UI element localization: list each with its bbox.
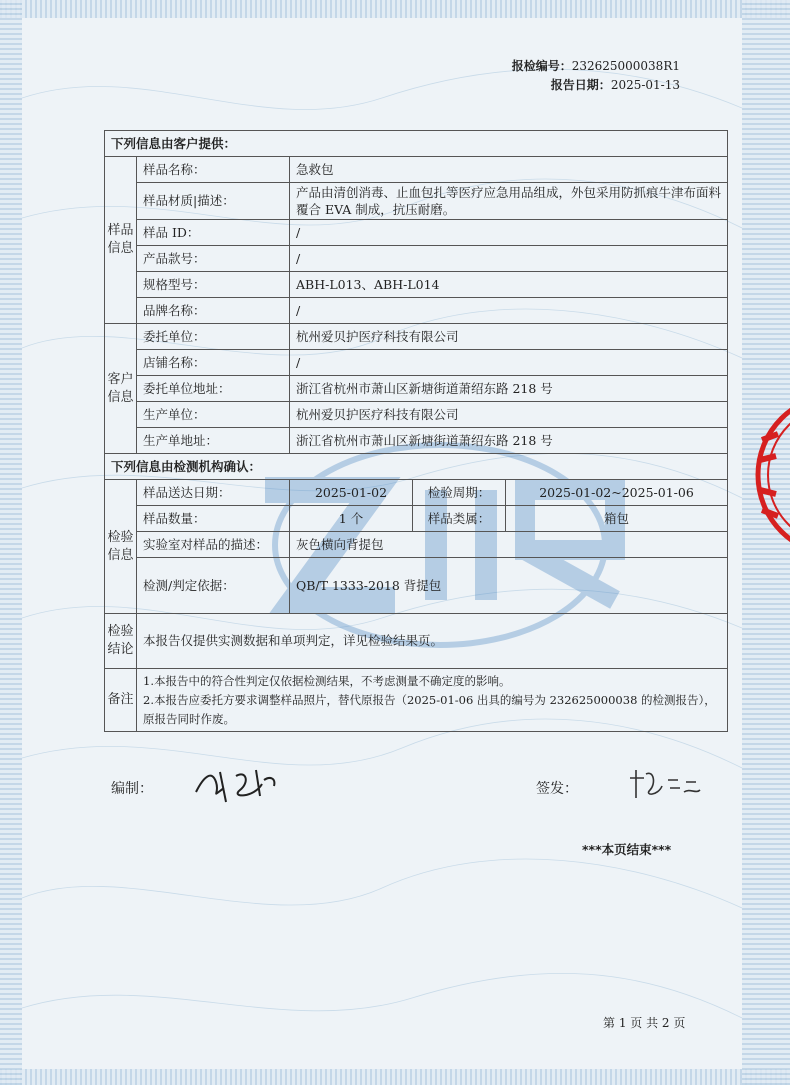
sample-row-label: 产品款号： [137,246,290,272]
conclusion-text: 本报告仅提供实测数据和单项判定，详见检验结果页。 [137,614,728,669]
client-row-label: 生产单位： [137,402,290,428]
client-row-label: 店铺名称： [137,350,290,376]
inspection-group-label: 检验信息 [105,480,137,614]
report-number [512,57,680,74]
quantity-value: 1 个 [290,506,413,532]
security-border-bottom [0,1069,790,1085]
sample-row-value: ABH-L013、ABH-L014 [290,272,728,298]
period-label: 检验周期： [413,480,506,506]
delivery-date-value: 2025-01-02 [290,480,413,506]
sample-row-value: 急救包 [290,157,728,183]
client-row-label: 委托单位： [137,324,290,350]
sample-row-label: 样品名称： [137,157,290,183]
sample-row-value: / [290,220,728,246]
issuer-signature [624,766,704,804]
lab-desc-label: 实验室对样品的描述： [137,532,290,558]
conclusion-label: 检验结论 [105,614,137,669]
report-number-label: 报检编号： [511,59,572,73]
category-value: 箱包 [506,506,728,532]
sample-row-label: 品牌名称： [137,298,290,324]
quantity-label: 样品数量： [137,506,290,532]
client-row-value: 浙江省杭州市萧山区新塘街道萧绍东路 218 号 [290,428,728,454]
basis-value: QB/T 1333-2018 背提包 [290,558,728,614]
basis-label: 检测/判定依据： [137,558,290,614]
client-row-value: / [290,350,728,376]
client-row-value: 杭州爱贝护医疗科技有限公司 [290,324,728,350]
remark-line: 2.本报告应委托方要求调整样品照片，替代原报告（2025-01-06 出具的编号为 232625000038 的检测报告），原报告同时作废。 [143,692,716,726]
client-row-label: 委托单位地址： [137,376,290,402]
category-label: 样品类属： [413,506,506,532]
sample-row-value: / [290,298,728,324]
sample-row-label: 样品 ID： [137,220,290,246]
client-section-title: 下列信息由客户提供： [105,131,728,157]
remarks-text [137,669,728,732]
period-value: 2025-01-02~2025-01-06 [506,480,728,506]
page-number: 第 1 页 共 2 页 [603,1016,686,1030]
compiled-by-label: 编制： [111,781,153,797]
security-border-left [0,0,22,1085]
report-date-value: 2025-01-13 [610,78,680,92]
client-group-label: 客户信息 [105,324,137,454]
client-row-value: 杭州爱贝护医疗科技有限公司 [290,402,728,428]
sample-group-label: 样品信息 [105,157,137,324]
report-date [551,76,680,93]
remark-line: 1.本报告中的符合性判定仅依据检测结果，不考虑测量不确定度的影响。 [143,673,511,688]
report-number-value: 232625000038R1 [571,59,680,73]
sample-row-value: 产品由清创消毒、止血包扎等医疗应急用品组成，外包采用防抓痕牛津布面料覆合 EVA 制成，抗压耐磨。 [290,183,728,220]
delivery-date-label: 样品送达日期： [137,480,290,506]
sample-row-label: 样品材质|描述： [137,183,290,220]
sample-row-value: / [290,246,728,272]
report-date-label: 报告日期： [550,78,611,92]
security-border-top [0,0,790,18]
issued-by-label: 签发： [536,781,578,797]
lab-section-title: 下列信息由检测机构确认： [105,454,728,480]
sample-row-label: 规格型号： [137,272,290,298]
report-info-table [104,130,728,732]
compiler-signature [190,762,282,806]
client-row-value: 浙江省杭州市萧山区新塘街道萧绍东路 218 号 [290,376,728,402]
page-end-marker: ***本页结束*** [582,842,672,857]
inspection-seal-stamp [748,390,790,560]
remarks-label: 备注 [105,669,137,732]
lab-desc-value: 灰色横向背提包 [290,532,728,558]
client-row-label: 生产单地址： [137,428,290,454]
